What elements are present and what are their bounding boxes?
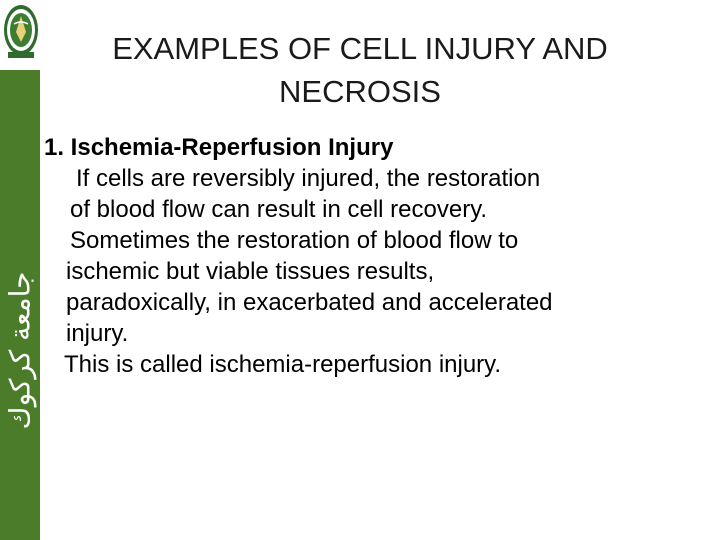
body-line: If cells are reversibly injured, the restoration — [76, 165, 541, 192]
slide-title-line-2: NECROSIS — [279, 73, 441, 109]
slide-title-line-1: EXAMPLES OF CELL INJURY AND — [112, 31, 608, 66]
body-line: of blood flow can result in cell recovery. — [70, 196, 488, 223]
slide-content — [44, 132, 704, 380]
slide-title — [60, 28, 660, 114]
body-line: This is called ischemia-reperfusion injury. — [64, 351, 502, 378]
section-heading: 1. Ischemia-Reperfusion Injury — [44, 134, 394, 161]
university-logo-icon — [2, 2, 40, 64]
sidebar-vertical-label: جامعة كركوك — [3, 271, 37, 429]
sidebar — [0, 0, 43, 540]
body-line: injury. — [66, 320, 129, 347]
body-line: paradoxically, in exacerbated and accelerated — [66, 289, 553, 316]
body-line: ischemic but viable tissues results, — [66, 258, 435, 285]
body-line: Sometimes the restoration of blood flow to — [70, 227, 519, 254]
